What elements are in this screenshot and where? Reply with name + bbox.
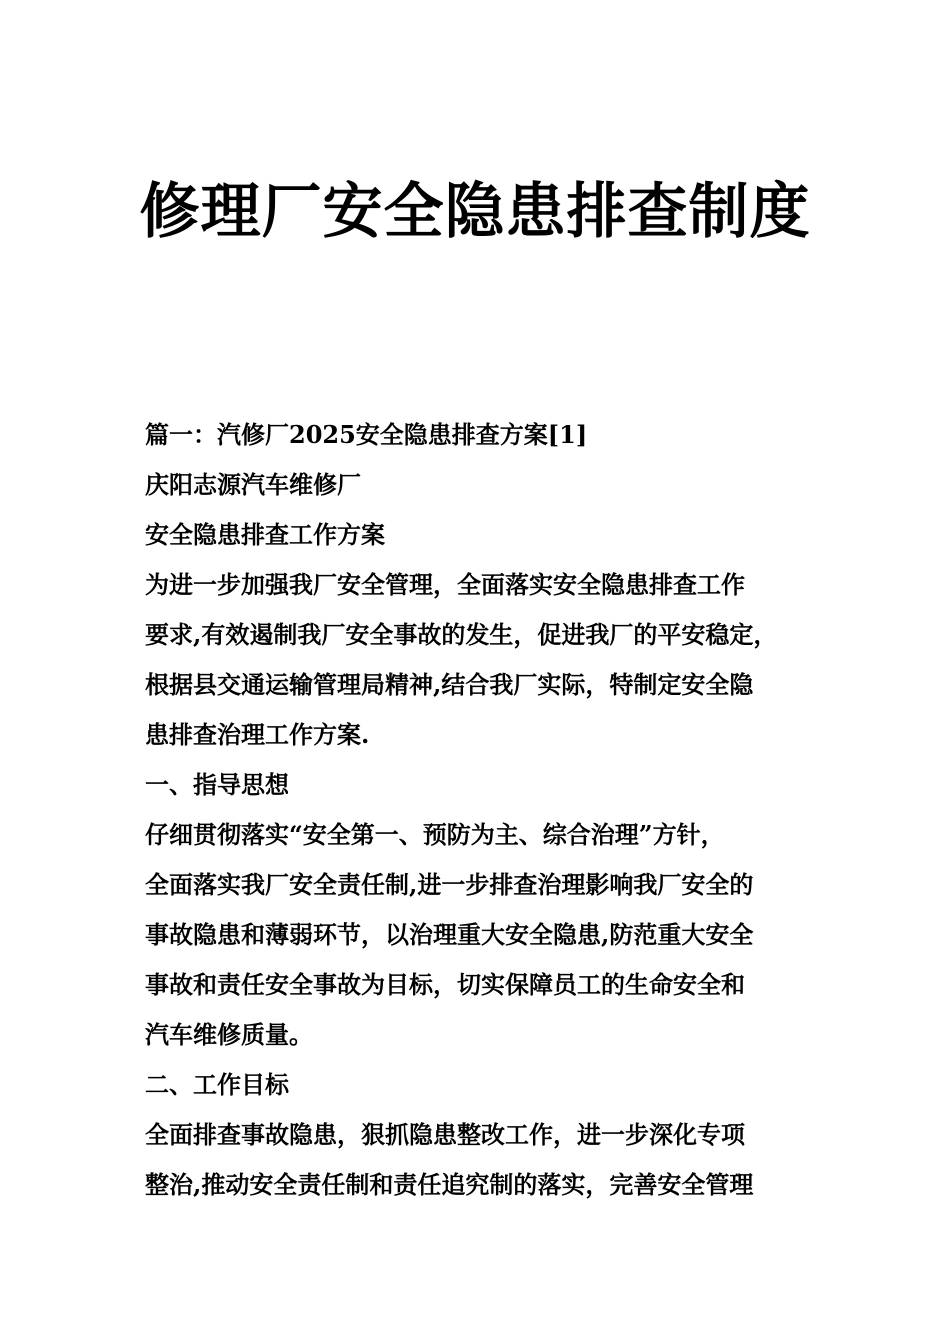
paragraph-line: 事故隐患和薄弱环节，以治理重大安全隐患,防范重大安全 bbox=[145, 920, 754, 949]
paragraph-line: 全面排查事故隐患，狠抓隐患整改工作，进一步深化专项 bbox=[145, 1120, 745, 1149]
subsection-heading: 一、指导思想 bbox=[145, 770, 289, 799]
paragraph-line: 全面落实我厂安全责任制,进一步排查治理影响我厂安全的 bbox=[145, 870, 754, 899]
document-body bbox=[145, 410, 815, 1210]
organization-name: 庆阳志源汽车维修厂 bbox=[145, 470, 361, 499]
paragraph-line: 仔细贯彻落实“安全第一、预防为主、综合治理”方针， bbox=[145, 820, 725, 849]
paragraph-line: 要求,有效遏制我厂安全事故的发生，促进我厂的平安稳定， bbox=[145, 620, 778, 649]
paragraph-line: 根据县交通运输管理局精神,结合我厂实际，特制定安全隐 bbox=[145, 670, 754, 699]
plan-title: 安全隐患排查工作方案 bbox=[145, 520, 385, 549]
paragraph-line: 为进一步加强我厂安全管理，全面落实安全隐患排查工作 bbox=[145, 570, 745, 599]
subsection-heading: 二、工作目标 bbox=[145, 1070, 289, 1099]
paragraph-line: 事故和责任安全事故为目标，切实保障员工的生命安全和 bbox=[145, 970, 745, 999]
paragraph-line: 汽车维修质量。 bbox=[145, 1020, 313, 1049]
paragraph-line: 整治,推动安全责任制和责任追究制的落实，完善安全管理 bbox=[145, 1170, 754, 1199]
section-heading: 篇一：汽修厂2025安全隐患排查方案[1] bbox=[145, 420, 588, 449]
paragraph-line: 患排查治理工作方案. bbox=[145, 720, 370, 749]
document-title: 修理厂安全隐患排查制度 bbox=[139, 177, 811, 247]
